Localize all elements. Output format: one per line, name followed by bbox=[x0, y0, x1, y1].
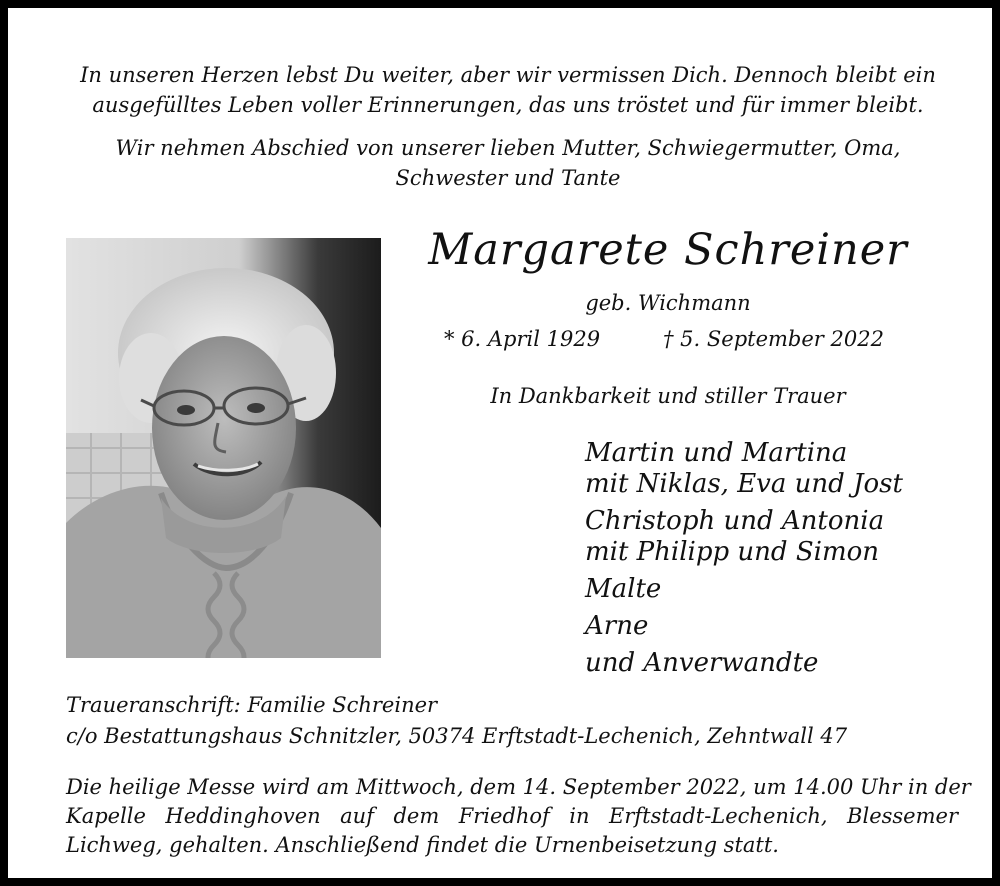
mourner-line: Arne bbox=[585, 611, 649, 641]
intro-line-1: In unseren Herzen lebst Du weiter, aber wir vermissen Dich. Dennoch bleibt ein bbox=[80, 63, 936, 87]
mass-line-2: Kapelle Heddinghoven auf dem Friedhof in Erftstadt-Lechenich, Blessemer bbox=[66, 804, 958, 828]
intro-verse bbox=[48, 60, 968, 120]
intro-line-2: ausgefülltes Leben voller Erinnerungen, das uns tröstet und für immer bleibt. bbox=[92, 93, 924, 117]
mourner-group bbox=[585, 648, 965, 679]
mourner-line: und Anverwandte bbox=[585, 648, 819, 678]
mourner-group bbox=[585, 506, 965, 568]
address-line-2: c/o Bestattungshaus Schnitzler, 50374 Erftstadt-Lechenich, Zehntwall 47 bbox=[66, 724, 848, 748]
mass-line-3: Lichweg, gehalten. Anschließend findet die Urnenbeisetzung statt. bbox=[66, 833, 779, 857]
mass-line-1: Die heilige Messe wird am Mittwoch, dem 14. September 2022, um 14.00 Uhr in der bbox=[66, 775, 971, 799]
mourner-line: mit Philipp und Simon bbox=[585, 537, 879, 567]
death-date: † 5. September 2022 bbox=[663, 327, 884, 351]
farewell-text bbox=[48, 133, 968, 193]
mourner-group bbox=[585, 611, 965, 642]
mourner-line: mit Niklas, Eva und Jost bbox=[585, 469, 903, 499]
thanks-line: In Dankbarkeit und stiller Trauer bbox=[490, 384, 846, 408]
mourning-address bbox=[66, 690, 966, 752]
maiden-name: geb. Wichmann bbox=[585, 291, 751, 315]
address-line-1: Traueranschrift: Familie Schreiner bbox=[66, 693, 438, 717]
mourner-line: Christoph und Antonia bbox=[585, 506, 885, 536]
mourner-group bbox=[585, 438, 965, 500]
farewell-line-2: Schwester und Tante bbox=[395, 166, 621, 190]
mourners-list bbox=[585, 438, 965, 685]
mourner-group bbox=[585, 574, 965, 605]
mass-announcement bbox=[66, 773, 971, 860]
mourner-line: Malte bbox=[585, 574, 662, 604]
mourner-line: Martin und Martina bbox=[585, 438, 848, 468]
farewell-line-1: Wir nehmen Abschied von unserer lieben Mutter, Schwiegermutter, Oma, bbox=[115, 136, 901, 160]
birth-date: * 6. April 1929 bbox=[444, 327, 601, 351]
deceased-name: Margarete Schreiner bbox=[428, 225, 908, 275]
portrait-photo bbox=[66, 238, 381, 658]
